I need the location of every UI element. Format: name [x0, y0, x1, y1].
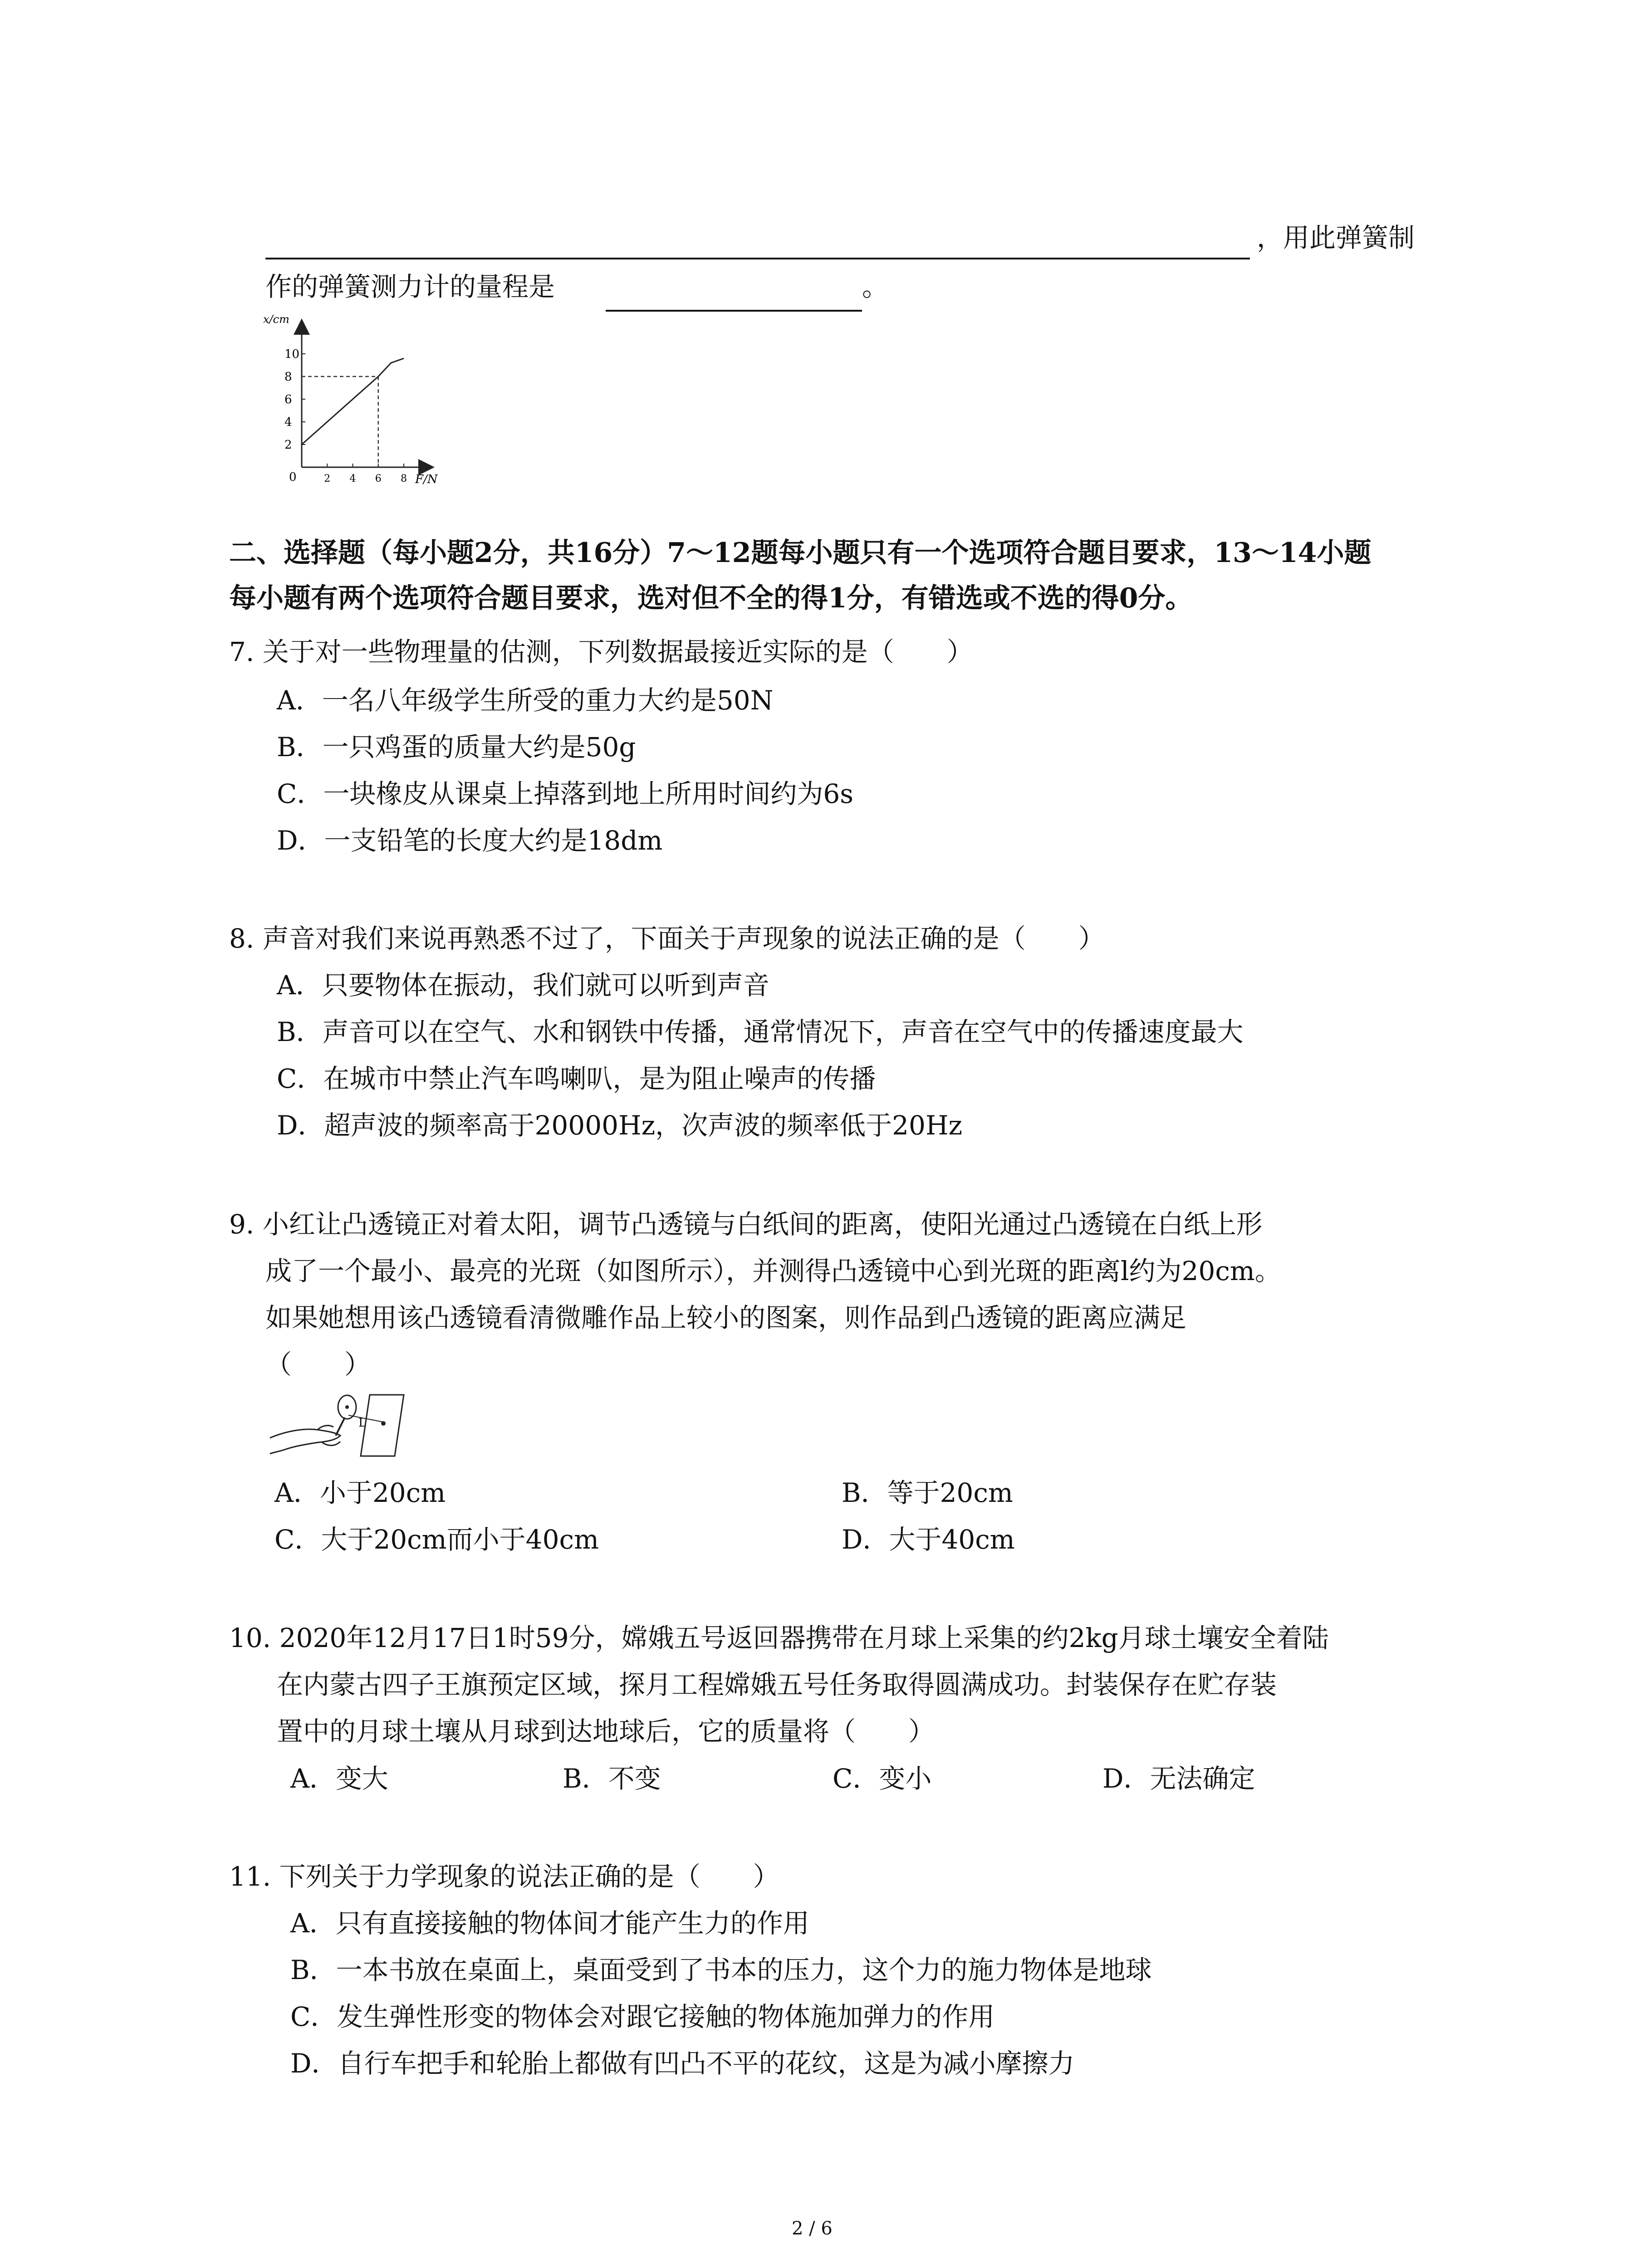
q11-option-d[interactable]: D．自行车把手和轮胎上都做有凹凸不平的花纹，这是为减小摩擦力 — [290, 2048, 1075, 2079]
graph-x-tick-label: 8 — [401, 473, 407, 484]
q9-stem-line3: 如果她想用该凸透镜看清微雕作品上较小的图案，则作品到凸透镜的距离应满足 — [265, 1302, 1187, 1333]
lens-figure — [268, 1388, 413, 1470]
answer-blank-range[interactable] — [606, 310, 862, 312]
q8-stem: 8. 声音对我们来说再熟悉不过了，下面关于声现象的说法正确的是（ ） — [229, 923, 1105, 954]
q11-option-a[interactable]: A．只有直接接触的物体间才能产生力的作用 — [290, 1908, 809, 1939]
light-spot — [381, 1421, 386, 1426]
graph-y-tick-label: 2 — [284, 438, 292, 452]
q10-stem-line3: 置中的月球土壤从月球到达地球后，它的质量将（ ） — [277, 1716, 935, 1747]
q10-stem-line2: 在内蒙古四子王旗预定区域，探月工程嫦娥五号任务取得圆满成功。封装保存在贮存装 — [277, 1669, 1277, 1700]
section2-heading-line2: 每小题有两个选项符合题目要求，选对但不全的得1分，有错选或不选的得0分。 — [229, 582, 1193, 614]
paper-sheet — [361, 1395, 404, 1456]
q8-option-a[interactable]: A．只要物体在振动，我们就可以听到声音 — [277, 970, 769, 1001]
fragment-line2-suffix: 。 — [862, 271, 889, 302]
graph-y-tick-label: 4 — [284, 415, 292, 429]
q11-stem: 11. 下列关于力学现象的说法正确的是（ ） — [229, 1861, 779, 1892]
graph-y-tick-label: 8 — [284, 370, 292, 384]
graph-origin-label: 0 — [289, 470, 297, 484]
q9-stem-line4: （ ） — [265, 1349, 371, 1380]
answer-blank-long[interactable] — [265, 258, 1250, 259]
lens-handle — [336, 1418, 345, 1436]
q7-option-b[interactable]: B．一只鸡蛋的质量大约是50g — [277, 732, 636, 763]
q8-option-b[interactable]: B．声音可以在空气、水和钢铁中传播，通常情况下，声音在空气中的传播速度最大 — [277, 1017, 1244, 1047]
graph-x-tick-label: 6 — [375, 473, 382, 484]
q9-option-b[interactable]: B．等于20cm — [842, 1477, 1013, 1508]
q10-stem-line1: 10. 2020年12月17日1时59分，嫦娥五号返回器携带在月球上采集的约2kg月球土壤安全着陆 — [229, 1623, 1329, 1653]
spring-graph — [261, 313, 451, 485]
q7-stem: 7. 关于对一些物理量的估测，下列数据最接近实际的是（ ） — [229, 636, 973, 667]
focal-length-label: L — [358, 1416, 367, 1430]
q9-stem-line1: 9. 小红让凸透镜正对着太阳，调节凸透镜与白纸间的距离，使阳光通过凸透镜在白纸上形 — [229, 1209, 1263, 1240]
graph-x-tick-label: 2 — [324, 473, 331, 484]
lens-center — [345, 1405, 349, 1409]
graph-y-tick-label: 10 — [284, 347, 300, 361]
q11-option-c[interactable]: C．发生弹性形变的物体会对跟它接触的物体施加弹力的作用 — [290, 2001, 995, 2032]
fragment-line2-prefix: 作的弹簧测力计的量程是 — [265, 271, 555, 302]
q11-option-b[interactable]: B．一本书放在桌面上，桌面受到了书本的压力，这个力的施力物体是地球 — [290, 1955, 1152, 1985]
q9-option-c[interactable]: C．大于20cm而小于40cm — [274, 1524, 599, 1555]
graph-x-axis-label: F/N — [415, 473, 438, 485]
q8-option-c[interactable]: C．在城市中禁止汽车鸣喇叭，是为阻止噪声的传播 — [277, 1063, 876, 1094]
q10-option-a[interactable]: A．变大 — [290, 1763, 388, 1794]
hand-outline — [270, 1429, 340, 1454]
q7-option-a[interactable]: A．一名八年级学生所受的重力大约是50N — [277, 685, 774, 716]
fragment-line1-suffix: ，用此弹簧制 — [1257, 222, 1415, 253]
graph-y-axis-label: x/cm — [263, 313, 289, 326]
q10-option-d[interactable]: D．无法确定 — [1102, 1763, 1255, 1794]
q7-option-c[interactable]: C．一块橡皮从课桌上掉落到地上所用时间约为6s — [277, 778, 854, 809]
graph-y-tick-label: 6 — [284, 393, 292, 406]
q10-option-b[interactable]: B．不变 — [563, 1763, 661, 1794]
graph-data-line — [302, 358, 404, 445]
q8-option-d[interactable]: D．超声波的频率高于20000Hz，次声波的频率低于20Hz — [277, 1110, 963, 1141]
q10-option-c[interactable]: C．变小 — [833, 1763, 932, 1794]
page-number: 2 / 6 — [792, 2218, 833, 2239]
q9-stem-line2: 成了一个最小、最亮的光斑（如图所示），并测得凸透镜中心到光斑的距离l约为20cm。 — [265, 1256, 1281, 1286]
q9-option-d[interactable]: D．大于40cm — [842, 1524, 1015, 1555]
q9-option-a[interactable]: A．小于20cm — [274, 1477, 446, 1508]
q7-option-d[interactable]: D．一支铅笔的长度大约是18dm — [277, 825, 663, 856]
section2-heading-line1: 二、选择题（每小题2分，共16分）7～12题每小题只有一个选项符合题目要求，13～14小题 — [229, 537, 1372, 569]
graph-x-tick-label: 4 — [349, 473, 356, 484]
